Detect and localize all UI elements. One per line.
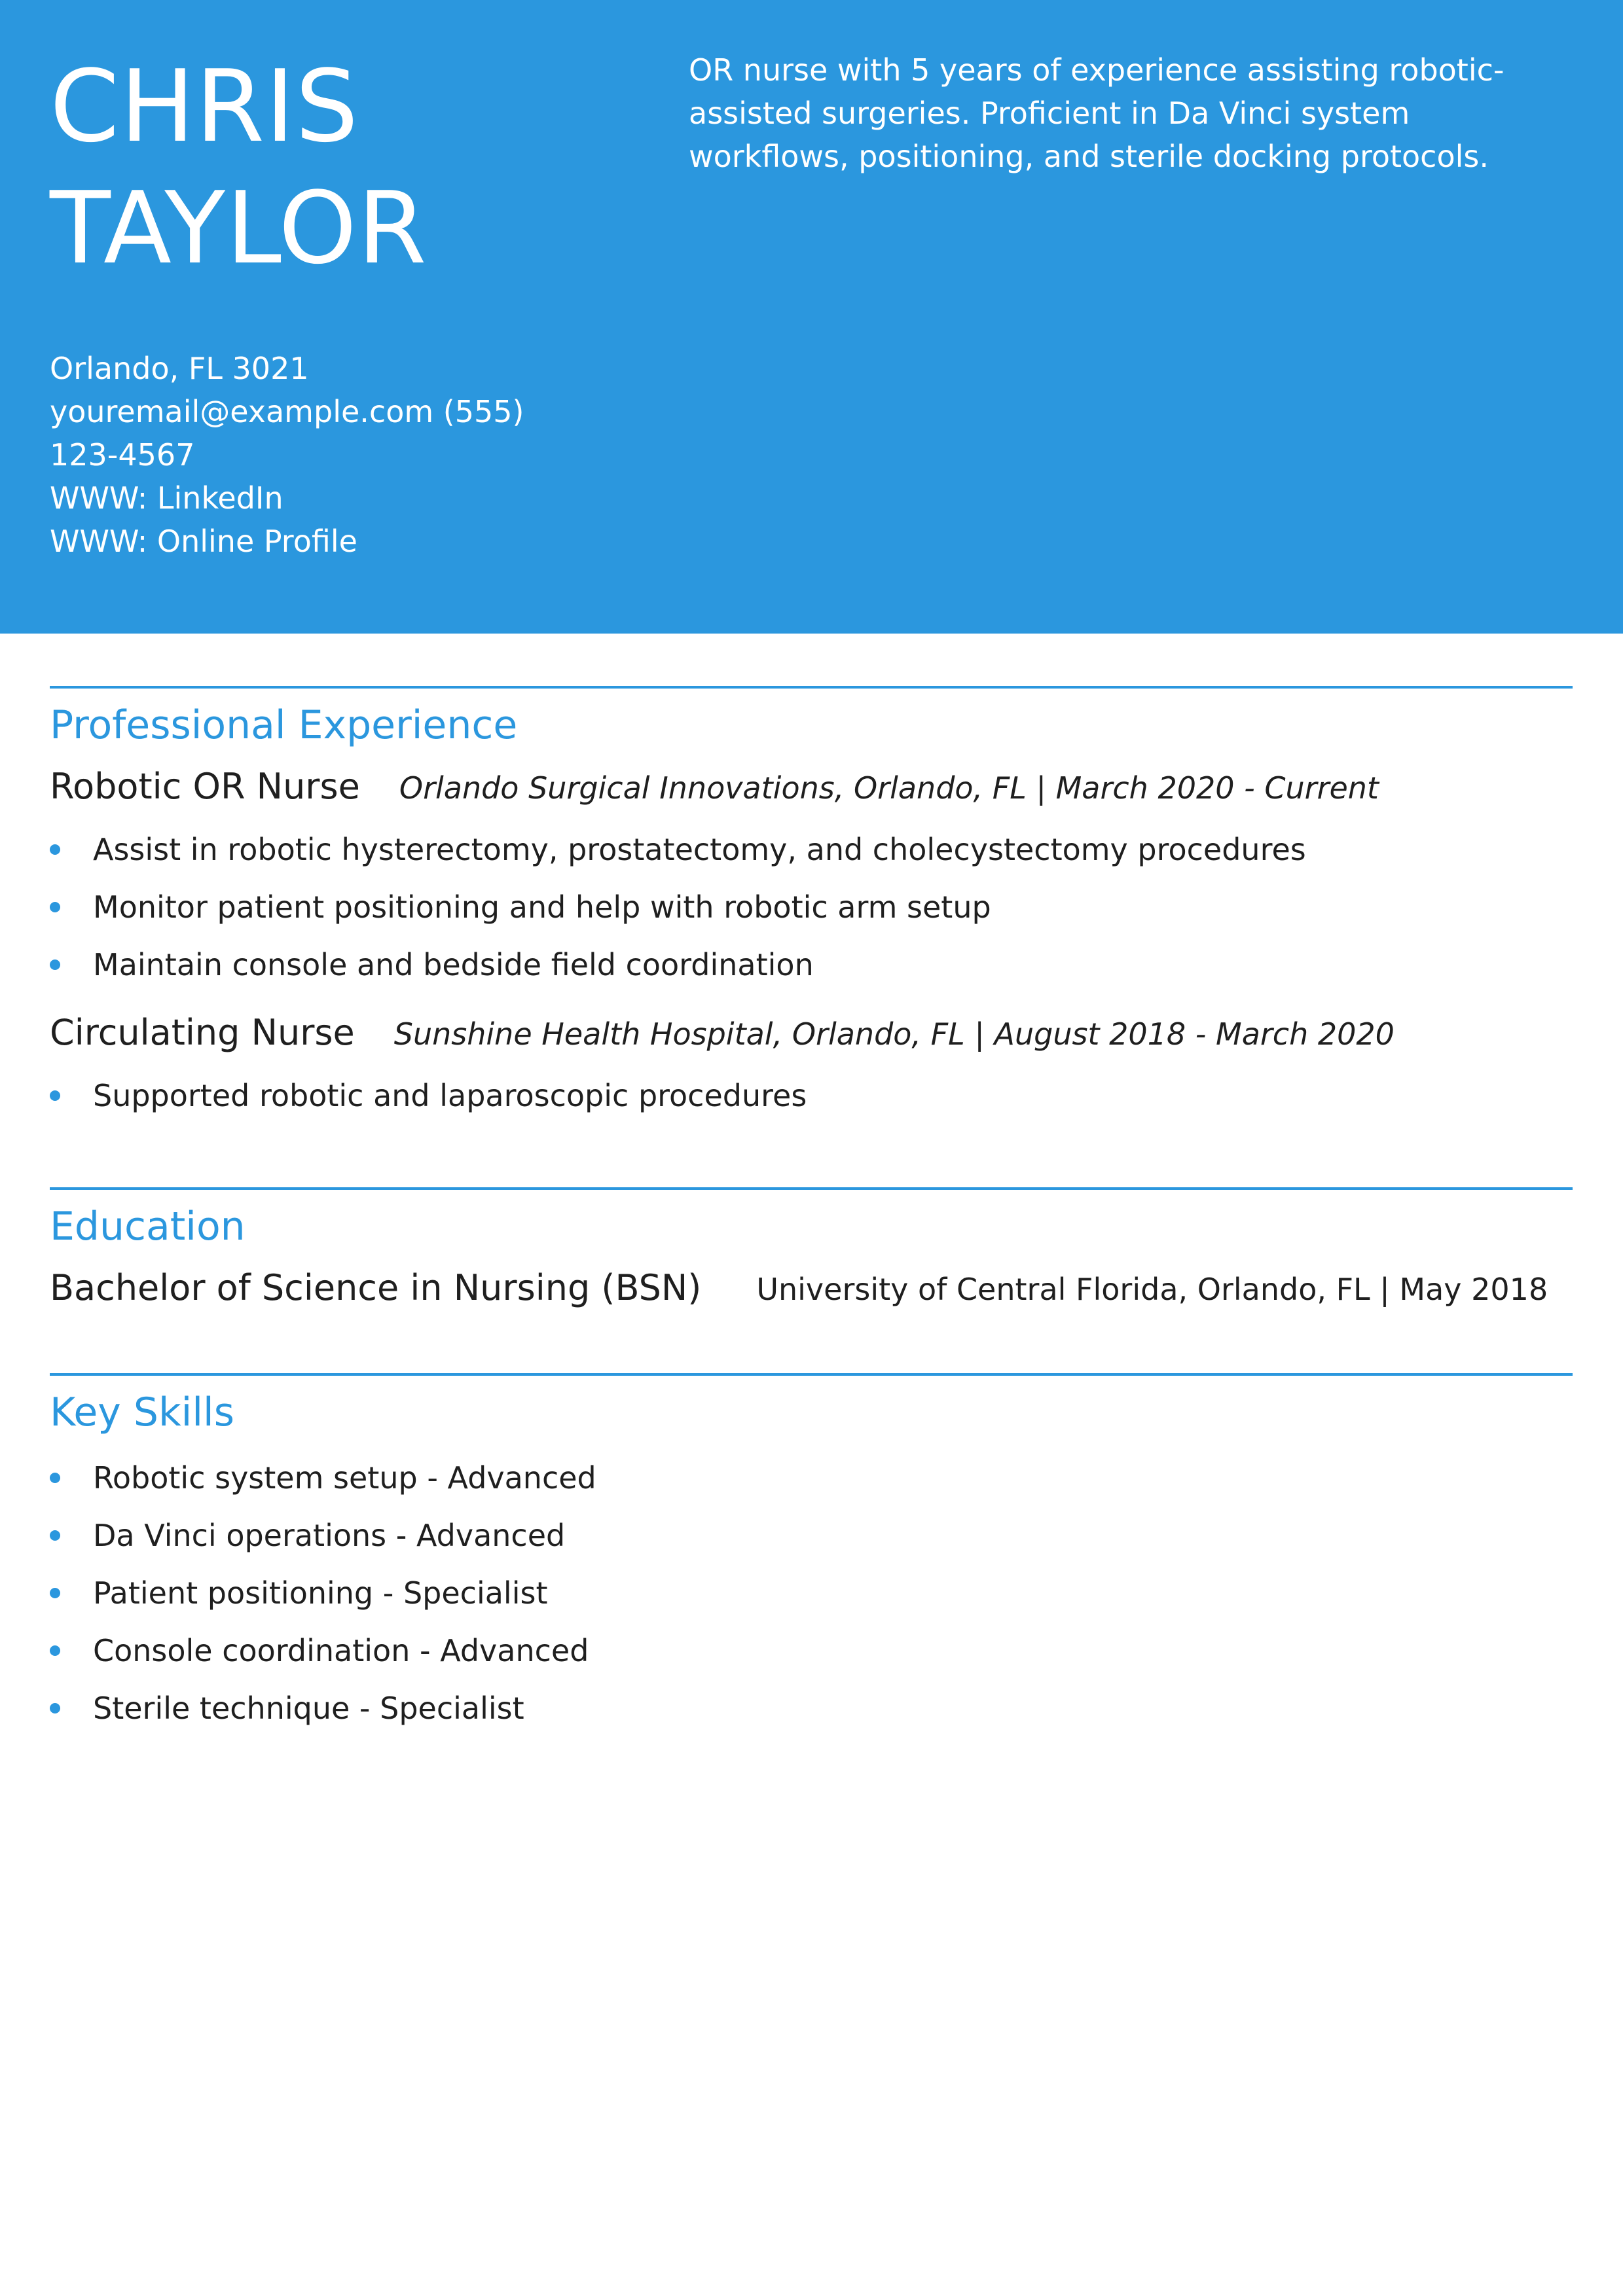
job-role: Robotic OR Nurse <box>50 766 360 807</box>
job-meta: Sunshine Health Hospital, Orlando, FL | August 2018 - March 2020 <box>393 1016 1395 1052</box>
contact-address: Orlando, FL 3021 <box>50 351 309 386</box>
summary-text: OR nurse with 5 years of experience assisting robotic-assisted surgeries. Proficient in Da Vinci system workflows, positioning, and sterile docking protocols. <box>689 52 1504 174</box>
skills-section <box>50 1373 1573 1737</box>
job-entry <box>50 1012 1573 1124</box>
skill-text: Robotic system setup - Advanced <box>93 1460 596 1496</box>
bullet-dot-icon <box>50 1703 60 1713</box>
bullet-text: Supported robotic and laparoscopic procedures <box>93 1078 807 1113</box>
skill-text: Da Vinci operations - Advanced <box>93 1518 566 1553</box>
contact-profile-link[interactable]: WWW: Online Profile <box>50 524 357 559</box>
bullet-dot-icon <box>50 1090 60 1101</box>
list-item <box>50 1507 1573 1564</box>
list-item <box>50 1564 1573 1622</box>
section-divider <box>50 1373 1573 1376</box>
education-title: Education <box>50 1204 246 1249</box>
education-entry <box>50 1267 1573 1308</box>
list-item <box>50 936 1573 994</box>
bullet-dot-icon <box>50 1530 60 1541</box>
bullet-text: Monitor patient positioning and help with robotic arm setup <box>93 889 991 925</box>
experience-section <box>50 686 1573 1124</box>
job-entry <box>50 766 1573 994</box>
contact-email-phone[interactable]: youremail@example.com (555) <box>50 394 524 429</box>
experience-title: Professional Experience <box>50 702 518 748</box>
header-banner <box>0 0 1623 634</box>
list-item <box>50 821 1573 878</box>
bullet-dot-icon <box>50 1645 60 1656</box>
skill-text: Sterile technique - Specialist <box>93 1691 524 1726</box>
education-degree: Bachelor of Science in Nursing (BSN) <box>50 1267 702 1308</box>
name-line-last: TAYLOR <box>50 170 428 286</box>
education-meta: University of Central Florida, Orlando, FL | May 2018 <box>756 1272 1548 1307</box>
education-section <box>50 1187 1573 1308</box>
job-header <box>50 766 1573 821</box>
list-item <box>50 1449 1573 1507</box>
skills-title: Key Skills <box>50 1390 234 1435</box>
section-divider <box>50 686 1573 689</box>
job-meta: Orlando Surgical Innovations, Orlando, FL | March 2020 - Current <box>399 770 1379 806</box>
bullet-dot-icon <box>50 844 60 855</box>
skill-text: Patient positioning - Specialist <box>93 1575 548 1611</box>
contact-block <box>50 347 524 563</box>
job-header <box>50 1012 1573 1067</box>
skill-text: Console coordination - Advanced <box>93 1633 589 1668</box>
list-item <box>50 1622 1573 1679</box>
skills-list <box>50 1449 1573 1737</box>
job-bullets <box>50 821 1573 994</box>
list-item <box>50 1679 1573 1737</box>
candidate-name <box>50 46 639 289</box>
contact-phone-cont: 123-4567 <box>50 437 195 473</box>
bullet-dot-icon <box>50 960 60 970</box>
job-role: Circulating Nurse <box>50 1012 355 1053</box>
bullet-dot-icon <box>50 1473 60 1483</box>
name-line-first: CHRIS <box>50 48 359 164</box>
section-divider <box>50 1187 1573 1190</box>
list-item <box>50 1067 1573 1124</box>
bullet-dot-icon <box>50 902 60 912</box>
bullet-text: Maintain console and bedside field coordination <box>93 947 814 982</box>
bullet-dot-icon <box>50 1588 60 1598</box>
job-bullets <box>50 1067 1573 1124</box>
bullet-text: Assist in robotic hysterectomy, prostatectomy, and cholecystectomy procedures <box>93 832 1306 867</box>
list-item <box>50 878 1573 936</box>
contact-linkedin-link[interactable]: WWW: LinkedIn <box>50 480 283 516</box>
